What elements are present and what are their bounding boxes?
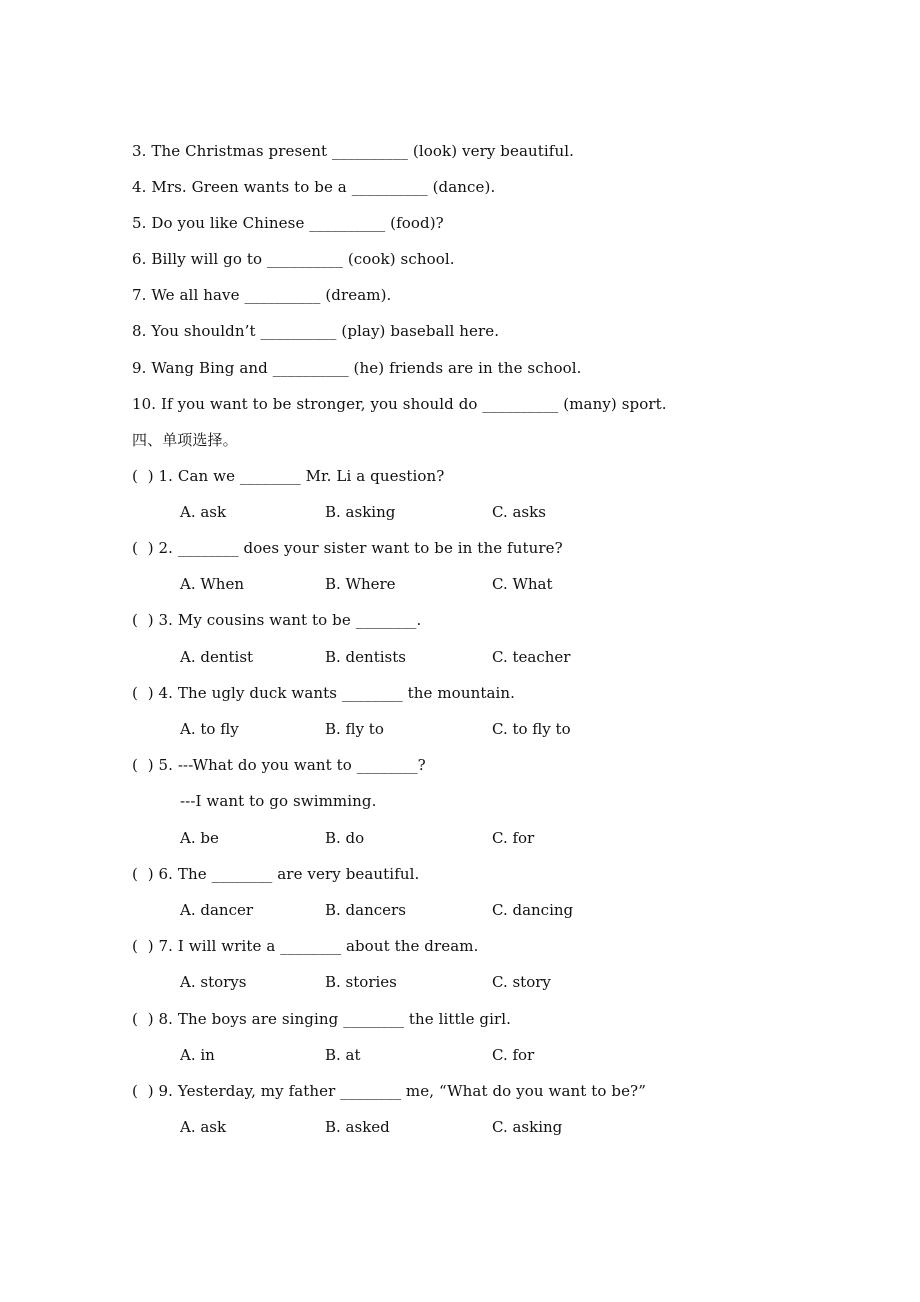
question-stem: ( ) 3. My cousins want to be ________. [132, 611, 422, 629]
question-stem: ( ) 4. The ugly duck wants ________ the mountain. [132, 684, 516, 702]
question-stem: ( ) 6. The ________ are very beautiful. [132, 865, 420, 883]
section-title: 四、单项选择。 [132, 431, 238, 449]
option-b: B. Where [325, 575, 396, 593]
option-b: B. fly to [325, 720, 384, 738]
option-c: C. to fly to [492, 720, 571, 738]
option-b: B. do [325, 829, 365, 847]
fill-in-item-7: 7. We all have __________ (dream). [132, 286, 392, 304]
question-stem: ( ) 8. The boys are singing ________ the little girl. [132, 1010, 512, 1028]
option-a: A. in [180, 1046, 215, 1064]
option-c: C. dancing [492, 901, 574, 919]
option-b: B. dentists [325, 648, 406, 666]
fill-in-item-8: 8. You shouldn’t __________ (play) baseball here. [132, 322, 500, 340]
option-a: A. be [180, 829, 219, 847]
fill-in-item-6: 6. Billy will go to __________ (cook) school. [132, 250, 455, 268]
option-c: C. story [492, 973, 551, 991]
question-stem: ( ) 1. Can we ________ Mr. Li a question? [132, 467, 445, 485]
question-stem: ( ) 5. ---What do you want to ________? [132, 756, 426, 774]
option-c: C. for [492, 1046, 535, 1064]
option-a: A. ask [180, 503, 227, 521]
option-b: B. stories [325, 973, 397, 991]
fill-in-item-9: 9. Wang Bing and __________ (he) friends are in the school. [132, 359, 582, 377]
option-a: A. to fly [180, 720, 239, 738]
option-a: A. storys [180, 973, 247, 991]
fill-in-item-5: 5. Do you like Chinese __________ (food)? [132, 214, 444, 232]
option-a: A. dentist [180, 648, 254, 666]
option-c: C. What [492, 575, 553, 593]
option-a: A. When [180, 575, 244, 593]
question-stem-continuation: ---I want to go swimming. [180, 792, 377, 810]
option-a: A. ask [180, 1118, 227, 1136]
option-b: B. at [325, 1046, 361, 1064]
fill-in-item-3: 3. The Christmas present __________ (look) very beautiful. [132, 142, 574, 160]
option-b: B. asking [325, 503, 396, 521]
option-c: C. asking [492, 1118, 563, 1136]
fill-in-item-10: 10. If you want to be stronger, you should do __________ (many) sport. [132, 395, 667, 413]
option-b: B. dancers [325, 901, 406, 919]
option-c: C. asks [492, 503, 546, 521]
option-c: C. for [492, 829, 535, 847]
question-stem: ( ) 7. I will write a ________ about the dream. [132, 937, 479, 955]
option-a: A. dancer [180, 901, 254, 919]
option-b: B. asked [325, 1118, 390, 1136]
question-stem: ( ) 2. ________ does your sister want to be in the future? [132, 539, 563, 557]
question-stem: ( ) 9. Yesterday, my father ________ me, “What do you want to be?” [132, 1082, 646, 1100]
fill-in-item-4: 4. Mrs. Green wants to be a __________ (dance). [132, 178, 496, 196]
option-c: C. teacher [492, 648, 571, 666]
